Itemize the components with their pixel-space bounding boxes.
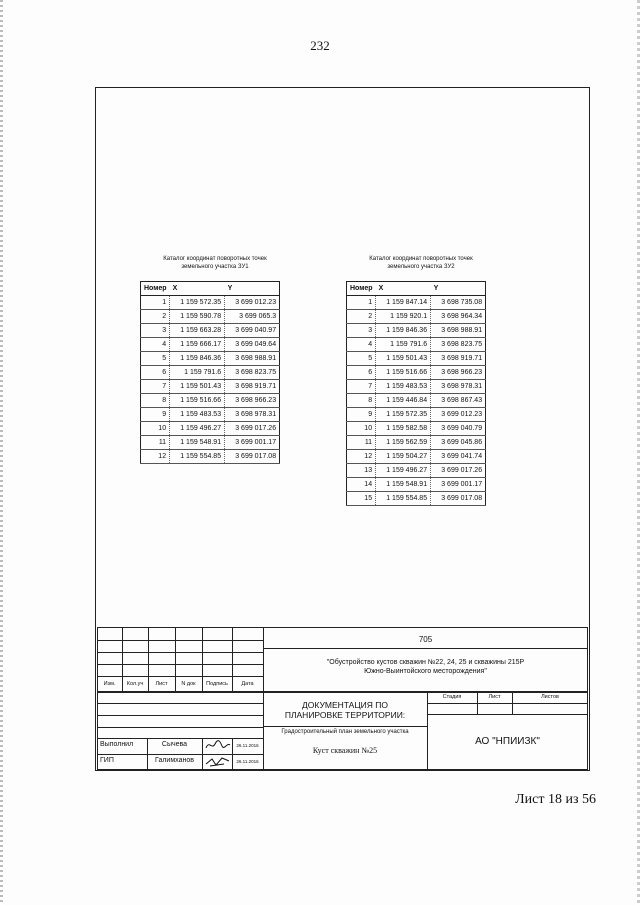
y-coordinate: 3 699 040.97 [225, 324, 280, 338]
x-coordinate: 1 159 516.66 [376, 366, 431, 380]
table-row [347, 450, 486, 464]
y-coordinate: 3 698 823.75 [225, 366, 280, 380]
point-number: 11 [141, 436, 170, 450]
x-coordinate: 1 159 554.85 [376, 492, 431, 506]
point-number: 11 [347, 436, 376, 450]
x-coordinate: 1 159 483.53 [170, 408, 225, 422]
x-coordinate: 1 159 791.6 [170, 366, 225, 380]
project-title: "Обустройство кустов скважин №22, 24, 25 и скважины 215Р Южно-Выинтойского месторождения" [326, 659, 525, 675]
column-header: Номер [347, 282, 376, 296]
catalog-title: Каталог координат поворотных точек земельного участка ЗУ2 [369, 256, 473, 270]
x-coordinate: 1 159 554.85 [170, 450, 225, 464]
x-coordinate: 1 159 572.35 [170, 296, 225, 310]
column-label: Лист [155, 681, 168, 687]
point-number: 3 [141, 324, 170, 338]
column-label: Кол.уч [126, 681, 144, 687]
point-number: 13 [347, 464, 376, 478]
table-row [141, 296, 280, 310]
x-coordinate: 1 159 496.27 [170, 422, 225, 436]
sheet-counter: Лист 18 из 56 [515, 792, 596, 807]
table-row [347, 464, 486, 478]
date-chief-engineer: 26.11.2016 [236, 759, 259, 764]
point-number: 1 [141, 296, 170, 310]
document-subtitle: Градостроительный план земельного участка [281, 729, 409, 735]
point-number: 14 [347, 478, 376, 492]
x-coordinate: 1 159 590.78 [170, 310, 225, 324]
y-coordinate: 3 699 045.86 [431, 436, 486, 450]
stage-header: Стадия [442, 694, 462, 700]
sheets-header: Листов [541, 694, 559, 700]
column-header: Y [225, 282, 280, 296]
point-number: 4 [347, 338, 376, 352]
point-number: 9 [347, 408, 376, 422]
y-coordinate: 3 699 017.08 [431, 492, 486, 506]
column-label: N док [181, 681, 196, 687]
column-label: Дата [241, 681, 254, 687]
table-row [347, 408, 486, 422]
table-row [141, 422, 280, 436]
x-coordinate: 1 159 446.84 [376, 394, 431, 408]
point-number: 1 [347, 296, 376, 310]
y-coordinate: 3 698 966.23 [225, 394, 280, 408]
document-object: Куст скважин №25 [312, 746, 378, 755]
y-coordinate: 3 698 823.75 [431, 338, 486, 352]
sheet-header: Лист [488, 694, 501, 700]
column-header: X [170, 282, 225, 296]
x-coordinate: 1 159 846.36 [170, 352, 225, 366]
y-coordinate: 3 698 978.31 [431, 380, 486, 394]
column-label: Изм. [103, 681, 116, 687]
table-row [141, 450, 280, 464]
table-row [347, 478, 486, 492]
role-performer: Выполнил [100, 741, 134, 748]
company-name: АО "НПИИЗК" [475, 736, 540, 747]
x-coordinate: 1 159 920.1 [376, 310, 431, 324]
coordinates-table [346, 281, 486, 506]
point-number: 2 [141, 310, 170, 324]
x-coordinate: 1 159 483.53 [376, 380, 431, 394]
table-row [347, 338, 486, 352]
name-performer: Сычева [161, 741, 188, 748]
point-number: 7 [347, 380, 376, 394]
column-header: X [376, 282, 431, 296]
title-block [97, 627, 588, 770]
name-chief-engineer: Галимханов [155, 757, 194, 764]
coordinates-table [140, 281, 280, 464]
point-number: 8 [347, 394, 376, 408]
table-row [347, 436, 486, 450]
point-number: 12 [141, 450, 170, 464]
x-coordinate: 1 159 846.36 [376, 324, 431, 338]
x-coordinate: 1 159 516.66 [170, 394, 225, 408]
point-number: 12 [347, 450, 376, 464]
x-coordinate: 1 159 496.27 [376, 464, 431, 478]
point-number: 2 [347, 310, 376, 324]
table-row [347, 492, 486, 506]
signature-performer [204, 738, 231, 754]
catalog-zu1 [140, 255, 290, 464]
y-coordinate: 3 699 012.23 [431, 408, 486, 422]
point-number: 9 [141, 408, 170, 422]
table-row [347, 394, 486, 408]
table-row [347, 366, 486, 380]
x-coordinate: 1 159 504.27 [376, 450, 431, 464]
y-coordinate: 3 698 988.91 [225, 352, 280, 366]
y-coordinate: 3 699 012.23 [225, 296, 280, 310]
point-number: 10 [141, 422, 170, 436]
y-coordinate: 3 698 919.71 [225, 380, 280, 394]
y-coordinate: 3 699 017.26 [431, 464, 486, 478]
y-coordinate: 3 698 964.34 [431, 310, 486, 324]
y-coordinate: 3 699 017.08 [225, 450, 280, 464]
table-row [141, 310, 280, 324]
y-coordinate: 3 699 040.79 [431, 422, 486, 436]
point-number: 10 [347, 422, 376, 436]
table-row [347, 296, 486, 310]
scan-edge-left [0, 0, 3, 905]
table-row [141, 366, 280, 380]
table-row [141, 338, 280, 352]
y-coordinate: 3 698 735.08 [431, 296, 486, 310]
x-coordinate: 1 159 501.43 [376, 352, 431, 366]
page-number: 232 [310, 38, 330, 53]
x-coordinate: 1 159 847.14 [376, 296, 431, 310]
point-number: 5 [141, 352, 170, 366]
document-title: ДОКУМЕНТАЦИЯ ПО ПЛАНИРОВКЕ ТЕРРИТОРИИ: [284, 700, 406, 720]
point-number: 7 [141, 380, 170, 394]
table-row [141, 380, 280, 394]
y-coordinate: 3 698 919.71 [431, 352, 486, 366]
y-coordinate: 3 699 049.64 [225, 338, 280, 352]
x-coordinate: 1 159 666.17 [170, 338, 225, 352]
y-coordinate: 3 698 978.31 [225, 408, 280, 422]
table-row [347, 352, 486, 366]
point-number: 15 [347, 492, 376, 506]
x-coordinate: 1 159 501.43 [170, 380, 225, 394]
y-coordinate: 3 698 966.23 [431, 366, 486, 380]
table-row [347, 324, 486, 338]
y-coordinate: 3 699 017.26 [225, 422, 280, 436]
point-number: 3 [347, 324, 376, 338]
column-header: Номер [141, 282, 170, 296]
catalog-title: Каталог координат поворотных точек земельного участка ЗУ1 [163, 256, 267, 270]
x-coordinate: 1 159 582.58 [376, 422, 431, 436]
x-coordinate: 1 159 663.28 [170, 324, 225, 338]
y-coordinate: 3 699 041.74 [431, 450, 486, 464]
table-row [141, 394, 280, 408]
y-coordinate: 3 698 988.91 [431, 324, 486, 338]
x-coordinate: 1 159 791.6 [376, 338, 431, 352]
point-number: 6 [141, 366, 170, 380]
column-header: Y [431, 282, 486, 296]
point-number: 4 [141, 338, 170, 352]
table-row [141, 408, 280, 422]
role-chief-engineer: ГИП [100, 757, 114, 764]
point-number: 5 [347, 352, 376, 366]
y-coordinate: 3 699 065.3 [225, 310, 280, 324]
drawing-code: 705 [418, 635, 433, 644]
table-row [141, 436, 280, 450]
table-row [347, 310, 486, 324]
date-performer: 26.11.2016 [236, 743, 259, 748]
x-coordinate: 1 159 562.59 [376, 436, 431, 450]
table-row [347, 422, 486, 436]
x-coordinate: 1 159 572.35 [376, 408, 431, 422]
y-coordinate: 3 698 867.43 [431, 394, 486, 408]
column-label: Подпись [206, 681, 228, 687]
point-number: 6 [347, 366, 376, 380]
x-coordinate: 1 159 548.91 [170, 436, 225, 450]
table-row [141, 324, 280, 338]
catalog-zu2 [346, 255, 496, 506]
y-coordinate: 3 699 001.17 [431, 478, 486, 492]
table-row [347, 380, 486, 394]
y-coordinate: 3 699 001.17 [225, 436, 280, 450]
point-number: 8 [141, 394, 170, 408]
table-row [141, 352, 280, 366]
x-coordinate: 1 159 548.91 [376, 478, 431, 492]
signature-chief-engineer [204, 755, 231, 771]
